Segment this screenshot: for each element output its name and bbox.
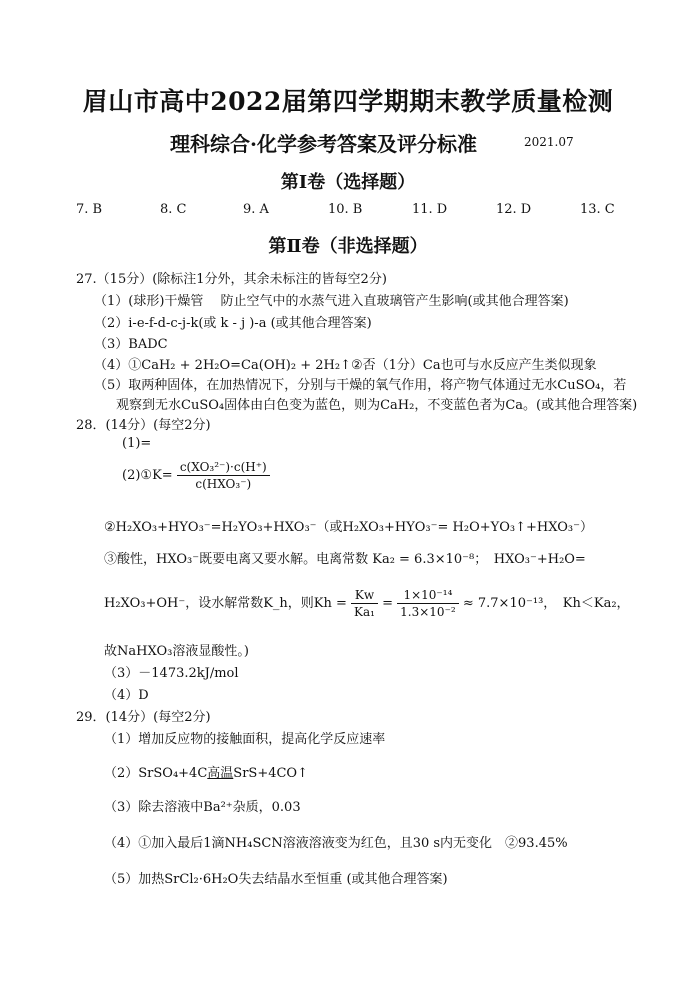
reaction-products: SrS+4CO↑ [233, 766, 308, 781]
value-numerator: 1×10⁻¹⁴ [397, 588, 459, 604]
reaction-reactants: （2）SrSO₄+4C [104, 766, 208, 781]
q28-answer-2e: 故NaHXO₃溶液显酸性。) [104, 644, 249, 659]
mc-answer: 12. D [496, 202, 532, 217]
mc-answer: 10. B [328, 202, 363, 217]
hydrolysis-text: H₂XO₃+OH⁻，设水解常数K_h，则Kh = [104, 596, 347, 611]
q28-answer-2d [104, 588, 630, 619]
q28-k-prefix: (2)①K= [122, 468, 173, 483]
mc-answer: 8. C [160, 202, 187, 217]
k-numerator: c(XO₃²⁻)·c(H⁺) [177, 460, 270, 476]
mc-answer: 7. B [76, 202, 103, 217]
section2-heading: 第Ⅱ卷（非选择题） [268, 236, 428, 257]
value-fraction [397, 588, 459, 619]
q27-answer-5-line1: （5）取两种固体，在加热情况下，分别与干燥的氧气作用，将产物气体通过无水CuSO₄，若 [94, 378, 627, 393]
reaction-condition: 高温 [207, 766, 234, 781]
q27-answer-2: （2）i-e-f-d-c-j-k(或 k - j )-a (或其他合理答案) [94, 316, 372, 331]
value-denominator: 1.3×10⁻² [400, 605, 456, 619]
q28-answer-3: （3）－1473.2kJ/mol [104, 666, 239, 681]
q28-answer-4: （4）D [104, 688, 149, 703]
q29-answer-5: （5）加热SrCl₂·6H₂O失去结晶水至恒重 (或其他合理答案) [104, 872, 448, 887]
q29-heading: 29．(14分）(每空2分) [76, 710, 211, 725]
q29-answer-2 [104, 762, 308, 781]
q28-answer-2-formula [122, 460, 270, 491]
mc-answer: 9. A [243, 202, 269, 217]
mc-answer: 13. C [580, 202, 615, 217]
q28-answer-2b: ②H₂XO₃+HYO₃⁻=H₂YO₃+HXO₃⁻（或H₂XO₃+HYO₃⁻= H₂O+YO₃↑+HXO₃⁻） [104, 520, 593, 535]
q29-answer-1: （1）增加反应物的接触面积，提高化学反应速率 [104, 732, 386, 747]
q27-heading: 27.（15分）(除标注1分外，其余未标注的皆每空2分) [76, 272, 387, 287]
q27-answer-3: （3）BADC [94, 337, 168, 352]
q29-answer-4: （4）①加入最后1滴NH₄SCN溶液溶液变为红色，且30 s内无变化 ②93.45% [104, 836, 568, 851]
q29-answer-3: （3）除去溶液中Ba²⁺杂质，0.03 [104, 800, 301, 815]
equals-sign: = [382, 596, 394, 611]
q27-answer-4: （4）①CaH₂ + 2H₂O=Ca(OH)₂ + 2H₂↑②否（1分）Ca也可与水反应产生类似现象 [94, 358, 597, 373]
exam-date: 2021.07 [524, 135, 574, 149]
kh-comparison: ≈ 7.7×10⁻¹³， Kh＜Ka₂， [462, 596, 630, 611]
page-subtitle: 理科综合·化学参考答案及评分标准 [170, 132, 477, 156]
q28-heading: 28．(14分）(每空2分) [76, 418, 211, 433]
page-title: 眉山市高中2022届第四学期期末教学质量检测 [82, 87, 614, 116]
q27-answer-1: （1）(球形)干燥管 防止空气中的水蒸气进入直玻璃管产生影响(或其他合理答案) [94, 294, 569, 309]
k-expression-fraction [177, 460, 270, 491]
k-denominator: c(HXO₃⁻) [195, 477, 252, 491]
section1-heading: 第Ⅰ卷（选择题） [280, 172, 416, 193]
q28-answer-1: (1)= [122, 436, 152, 451]
q27-answer-5-line2: 观察到无水CuSO₄固体由白色变为蓝色，则为CaH₂，不变蓝色者为Ca。(或其他合理答案) [116, 398, 638, 413]
q28-answer-2c: ③酸性，HXO₃⁻既要电离又要水解。电离常数 Ka₂ = 6.3×10⁻⁸； HXO₃⁻+H₂O= [104, 552, 586, 567]
kw-ka1-fraction [351, 588, 378, 619]
kw-numerator: Kw [351, 588, 378, 604]
ka1-denominator: Ka₁ [354, 605, 375, 619]
mc-answer: 11. D [412, 202, 448, 217]
